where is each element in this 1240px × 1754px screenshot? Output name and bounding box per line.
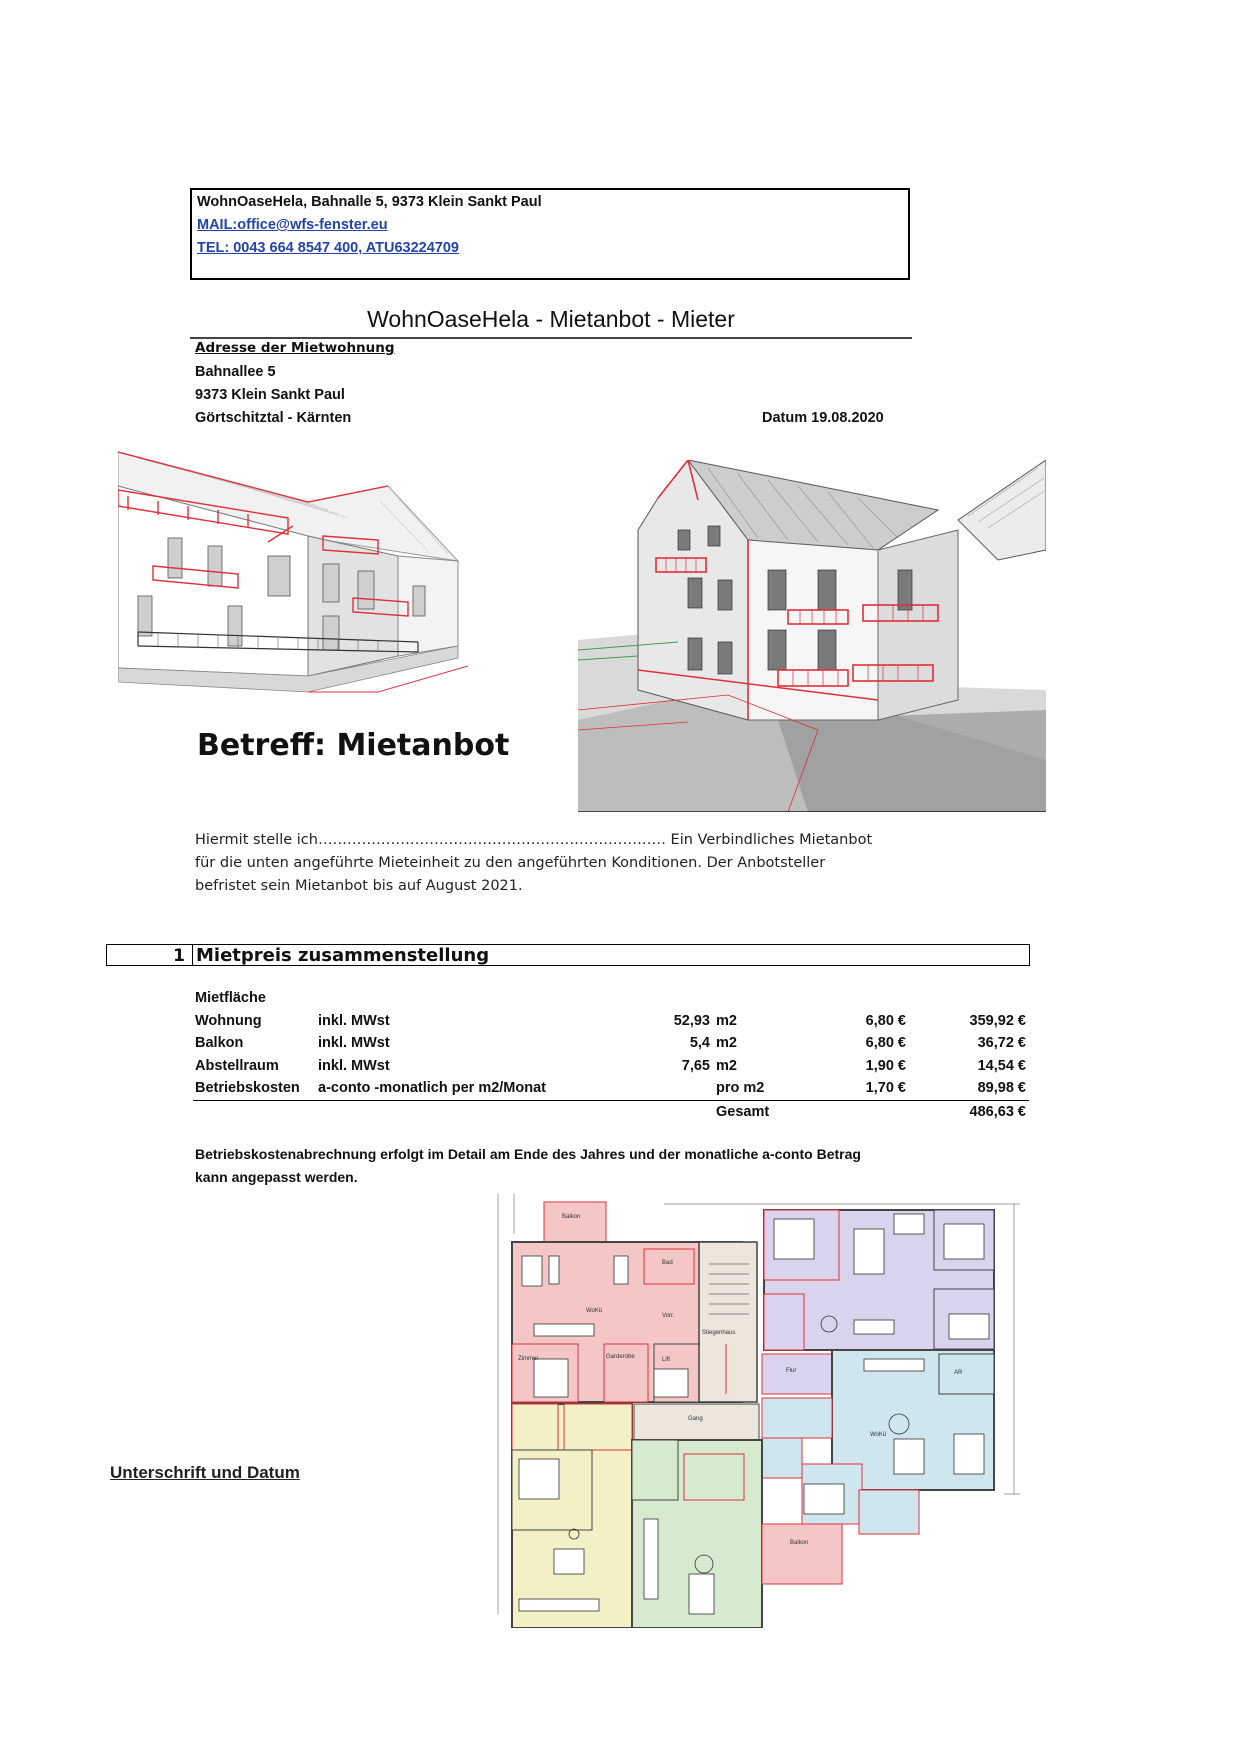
plan-label-bad: Bad <box>662 1260 673 1266</box>
signature-label: Unterschrift und Datum <box>110 1463 300 1482</box>
row-total: 359,92 € <box>969 1013 1026 1029</box>
company-address-line: WohnOaseHela, Bahnalle 5, 9373 Klein Sankt Paul <box>197 194 542 210</box>
floor-plan <box>494 1194 1020 1628</box>
section-title: Mietpreis zusammenstellung <box>192 945 489 966</box>
row-total: 89,98 € <box>977 1080 1026 1096</box>
address-city: 9373 Klein Sankt Paul <box>195 387 345 403</box>
plan-label-gang: Gang <box>688 1416 703 1422</box>
plan-label-zimmer: Zimmer <box>518 1356 539 1362</box>
building-rendering-left <box>118 446 468 708</box>
row-note: inkl. MWst <box>318 1013 390 1029</box>
address-heading: Adresse der Mietwohnung <box>195 340 395 356</box>
subject-heading: Betreff: Mietanbot <box>197 728 510 763</box>
row-unit: m2 <box>716 1013 737 1029</box>
total-value: 486,63 € <box>969 1104 1026 1120</box>
plan-label-flur: Flur <box>786 1368 797 1374</box>
row-note: inkl. MWst <box>318 1035 390 1051</box>
row-price: 6,80 € <box>865 1035 906 1051</box>
section-number: 1 <box>173 946 185 966</box>
page-title: WohnOaseHela - Mietanbot - Mieter <box>190 306 912 339</box>
address-street: Bahnallee 5 <box>195 364 276 380</box>
plan-label-wokue-2: WoKü <box>870 1432 887 1438</box>
intro-line-1: Hiermit stelle ich……………………………………………………………… Ein Verbindliches Mietanbot <box>195 832 873 848</box>
plan-label-lift: Lift <box>662 1357 671 1363</box>
row-note: inkl. MWst <box>318 1058 390 1074</box>
row-price: 1,90 € <box>865 1058 906 1074</box>
row-label: Betriebskosten <box>195 1080 300 1096</box>
plan-label-balkon-2: Balkon <box>790 1540 809 1546</box>
row-label: Balkon <box>195 1035 244 1051</box>
table-divider <box>193 1100 1029 1101</box>
row-label: Abstellraum <box>195 1058 279 1074</box>
plan-label-wokue: WoKü <box>586 1308 603 1314</box>
row-price: 1,70 € <box>865 1080 906 1096</box>
plan-label-garderobe: Garderobe <box>606 1354 635 1360</box>
total-label: Gesamt <box>716 1104 770 1120</box>
intro-line-3: befristet sein Mietanbot bis auf August 2021. <box>195 878 523 894</box>
rent-table-heading: Mietfläche <box>195 990 266 1006</box>
company-header-box <box>190 188 910 280</box>
row-qty: 5,4 <box>689 1035 710 1051</box>
building-rendering-right <box>578 460 1046 812</box>
row-label: Wohnung <box>195 1013 262 1029</box>
address-region: Görtschitztal - Kärnten <box>195 410 352 426</box>
document-date: Datum 19.08.2020 <box>762 410 884 426</box>
row-total: 36,72 € <box>977 1035 1026 1051</box>
billing-note-line-1: Betriebskostenabrechnung erfolgt im Detail am Ende des Jahres und der monatliche a-conto Betrag <box>195 1146 861 1162</box>
plan-label-vorr: Vorr. <box>662 1313 675 1319</box>
section-header <box>106 944 1030 966</box>
row-total: 14,54 € <box>977 1058 1026 1074</box>
intro-line-2: für die unten angeführte Mieteinheit zu den angeführten Konditionen. Der Anbotsteller <box>195 855 826 871</box>
plan-label-balkon: Balkon <box>562 1214 581 1220</box>
row-unit: m2 <box>716 1058 737 1074</box>
plan-label-stiegenhaus: Stiegenhaus <box>702 1330 736 1336</box>
company-phone-line[interactable]: TEL: 0043 664 8547 400, ATU63224709 <box>197 240 459 256</box>
billing-note-line-2: kann angepasst werden. <box>195 1169 358 1185</box>
row-price: 6,80 € <box>865 1013 906 1029</box>
row-qty: 7,65 <box>681 1058 710 1074</box>
plan-label-ar: AR <box>954 1370 963 1376</box>
row-unit: pro m2 <box>716 1080 765 1096</box>
row-qty: 52,93 <box>673 1013 710 1029</box>
row-note: a-conto -monatlich per m2/Monat <box>318 1080 546 1096</box>
row-unit: m2 <box>716 1035 737 1051</box>
company-email-link[interactable]: MAIL:office@wfs-fenster.eu <box>197 217 388 233</box>
